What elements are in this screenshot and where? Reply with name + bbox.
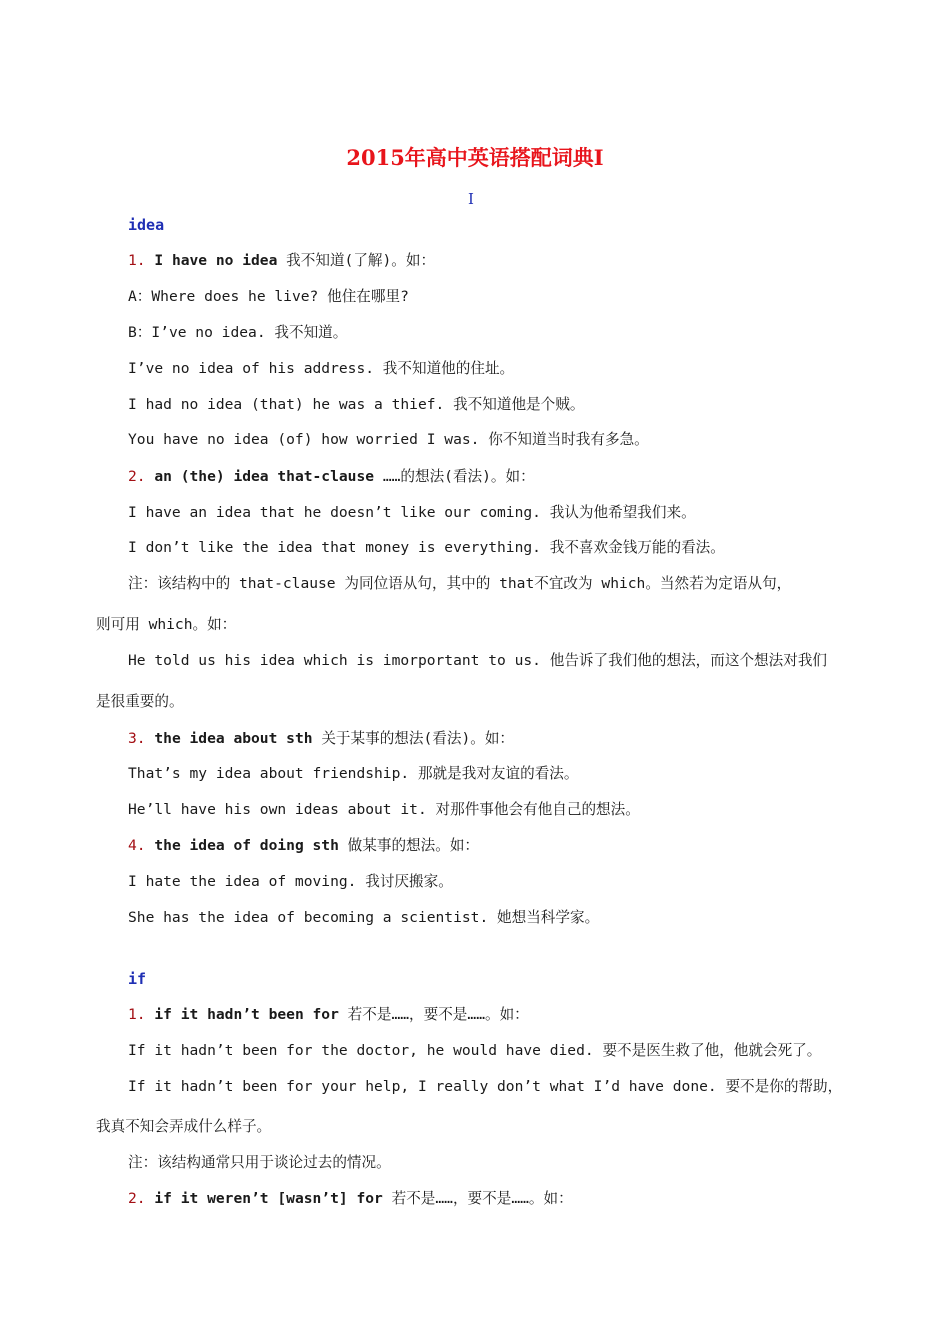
entry-number: 2. xyxy=(128,1190,146,1207)
note-continuation: 则可用 which。如： xyxy=(96,616,237,633)
example-line: You have no idea (of) how worried I was. 你不知道当时我有多急。 xyxy=(128,431,649,448)
headword-idea: idea xyxy=(128,216,165,234)
entry-phrase: if it weren’t [wasn’t] for xyxy=(154,1190,383,1207)
page-title: 2015年高中英语搭配词典I xyxy=(346,145,604,170)
entry-phrase: an (the) idea that-clause xyxy=(154,468,375,485)
example-continuation: 是很重要的。 xyxy=(96,693,184,710)
entry-number: 1. xyxy=(128,252,146,269)
example-line: That’s my idea about friendship. 那就是我对友谊的看法。 xyxy=(128,765,579,782)
entry-line xyxy=(128,1005,854,1025)
entry-number: 3. xyxy=(128,730,146,747)
example-line: I had no idea (that) he was a thief. 我不知道他是个贼。 xyxy=(128,396,585,413)
entry-line xyxy=(128,729,854,749)
entry-phrase: the idea of doing sth xyxy=(154,837,339,854)
entry-number: 2. xyxy=(128,468,146,485)
entry-gloss: 我不知道(了解)。如： xyxy=(277,252,436,269)
example-line: I’ve no idea of his address. 我不知道他的住址。 xyxy=(128,360,515,377)
entry-line xyxy=(128,836,854,856)
example-line: If it hadn’t been for the doctor, he would have died. 要不是医生救了他，他就会死了。 xyxy=(128,1042,822,1059)
example-line: I don’t like the idea that money is everything. 我不喜欢金钱万能的看法。 xyxy=(128,539,725,556)
note-line: 注：该结构中的 that-clause 为同位语从句，其中的 that不宜改为 which。当然若为定语从句， xyxy=(128,575,792,592)
entry-number: 1. xyxy=(128,1006,146,1023)
headword-if: if xyxy=(128,970,147,988)
example-line: I have an idea that he doesn’t like our coming. 我认为他希望我们来。 xyxy=(128,504,696,521)
entry-phrase: if it hadn’t been for xyxy=(154,1006,339,1023)
example-line: A：Where does he live? 他住在哪里? xyxy=(128,288,409,305)
entry-line xyxy=(128,467,854,487)
example-line: B：I’ve no idea. 我不知道。 xyxy=(128,324,348,341)
entry-phrase: I have no idea xyxy=(154,252,278,269)
note-line: 注：该结构通常只用于谈论过去的情况。 xyxy=(128,1154,391,1171)
entry-gloss: ……的想法(看法)。如： xyxy=(374,468,535,485)
section-letter: I xyxy=(468,190,474,208)
entry-line xyxy=(128,1189,854,1209)
entry-phrase: the idea about sth xyxy=(154,730,313,747)
entry-number: 4. xyxy=(128,837,146,854)
example-continuation: 我真不知会弄成什么样子。 xyxy=(96,1118,272,1135)
entry-gloss: 关于某事的想法(看法)。如： xyxy=(312,730,515,747)
example-line: He told us his idea which is imorportant to us. 他告诉了我们他的想法，而这个想法对我们 xyxy=(128,652,828,669)
entry-gloss: 做某事的想法。如： xyxy=(338,837,480,854)
entry-line xyxy=(128,251,854,271)
example-line: She has the idea of becoming a scientist. 她想当科学家。 xyxy=(128,909,600,926)
example-line: He’ll have his own ideas about it. 对那件事他会有他自己的想法。 xyxy=(128,801,640,818)
entry-gloss: 若不是……，要不是……。如： xyxy=(382,1190,573,1207)
entry-gloss: 若不是……，要不是……。如： xyxy=(338,1006,529,1023)
example-line: If it hadn’t been for your help, I really don’t what I’d have done. 要不是你的帮助， xyxy=(128,1078,843,1095)
example-line: I hate the idea of moving. 我讨厌搬家。 xyxy=(128,873,453,890)
